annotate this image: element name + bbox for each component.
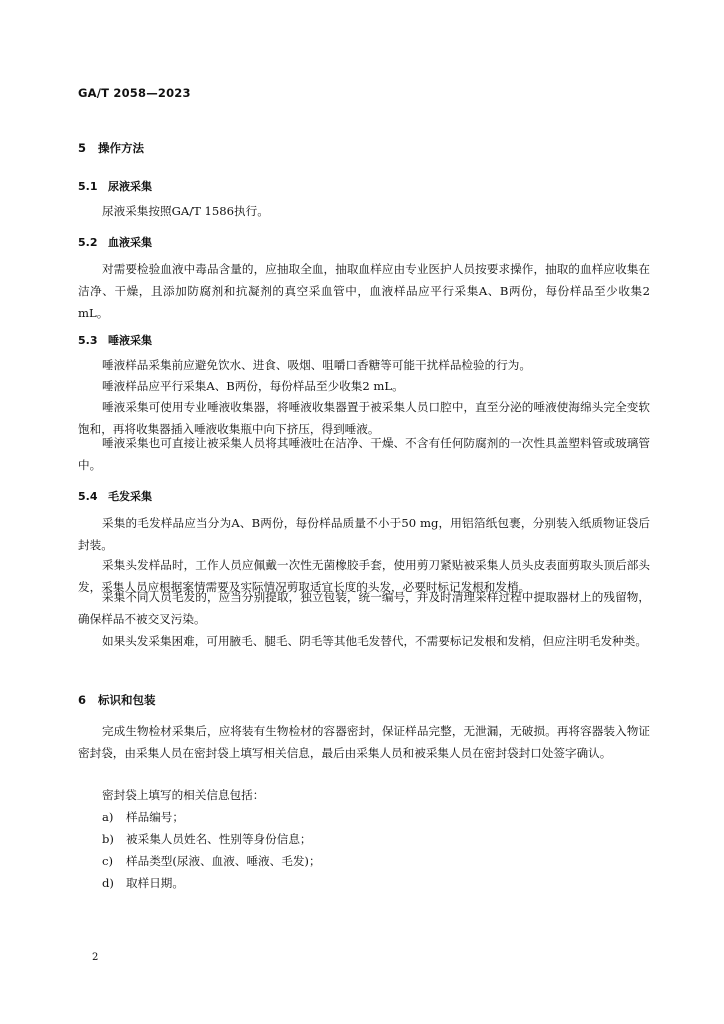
list-item: [102, 828, 312, 850]
list-marker: c): [102, 854, 114, 868]
list-item: [102, 872, 184, 894]
list-text: 取样日期。: [126, 876, 184, 890]
paragraph: 唾液采集可使用专业唾液收集器，将唾液收集器置于被采集人员口腔中，直至分泌的唾液使海绵头完全变软饱和，再将收集器插入唾液收集瓶中向下挤压，得到唾液。: [78, 400, 650, 436]
subsection-number: 5.2: [78, 236, 98, 249]
paragraph: 密封袋上填写的相关信息包括：: [102, 788, 265, 802]
section-heading-6: [78, 692, 156, 708]
subsection-heading-5-4: [78, 488, 152, 504]
list-text: 样品编号；: [126, 810, 184, 824]
section-title: 标识和包装: [98, 693, 156, 707]
subsection-heading-5-2: [78, 234, 152, 250]
paragraph: 如果头发采集困难，可用腋毛、腿毛、阴毛等其他毛发替代，不需要标记发根和发梢，但应注明毛发种类。: [102, 634, 647, 648]
subsection-title: 毛发采集: [108, 490, 152, 503]
subsection-heading-5-1: [78, 178, 152, 194]
list-item: [102, 850, 321, 872]
paragraph: 完成生物检材采集后，应将装有生物检材的容器密封，保证样品完整，无泄漏，无破损。再将容器装入物证密封袋，由采集人员在密封袋上填写相关信息，最后由采集人员和被采集人员在密封袋封口处签字确认。: [78, 724, 650, 760]
paragraph: 采集头发样品时，工作人员应佩戴一次性无菌橡胶手套，使用剪刀紧贴被采集人员头皮表面剪取头顶后部头发，采集人员应根据案情需要及实际情况剪取适宜长度的头发，必要时标记发根和发梢。: [78, 558, 650, 594]
paragraph: 唾液样品应平行采集A、B两份，每份样品至少收集2 mL。: [102, 379, 404, 393]
list-item: [102, 806, 184, 828]
paragraph: 尿液采集按照GA/T 1586执行。: [102, 204, 269, 218]
standard-code: GA/T 2058—2023: [78, 86, 191, 100]
subsection-number: 5.1: [78, 180, 98, 193]
paragraph: 对需要检验血液中毒品含量的，应抽取全血，抽取血样应由专业医护人员按要求操作，抽取的血样应收集在洁净、干燥，且添加防腐剂和抗凝剂的真空采血管中，血液样品应平行采集A、B两份，每份样品至少收集2 mL。: [78, 262, 650, 320]
paragraph: 采集不同人员毛发的，应当分别提取，独立包装，统一编号，并及时清理采样过程中提取器材上的残留物，确保样品不被交叉污染。: [78, 590, 650, 626]
subsection-number: 5.3: [78, 334, 98, 347]
section-number: 5: [78, 141, 87, 155]
paragraph: 唾液采集也可直接让被采集人员将其唾液吐在洁净、干燥、不含有任何防腐剂的一次性具盖塑料管或玻璃管中。: [78, 436, 650, 472]
list-marker: d): [102, 876, 114, 890]
section-title: 操作方法: [98, 141, 144, 155]
section-number: 6: [78, 693, 87, 707]
subsection-title: 血液采集: [108, 236, 152, 249]
subsection-title: 尿液采集: [108, 180, 152, 193]
paragraph: 采集的毛发样品应当分为A、B两份，每份样品质量不小于50 mg，用铝箔纸包裹，分别装入纸质物证袋后封装。: [78, 516, 650, 552]
list-text: 被采集人员姓名、性别等身份信息；: [126, 832, 312, 846]
section-heading-5: [78, 140, 144, 156]
paragraph: 唾液样品采集前应避免饮水、进食、吸烟、咀嚼口香糖等可能干扰样品检验的行为。: [102, 358, 531, 372]
page-number: 2: [92, 952, 99, 963]
subsection-heading-5-3: [78, 332, 152, 348]
list-marker: a): [102, 810, 114, 824]
subsection-title: 唾液采集: [108, 334, 152, 347]
subsection-number: 5.4: [78, 490, 98, 503]
list-text: 样品类型(尿液、血液、唾液、毛发)；: [126, 854, 321, 868]
list-marker: b): [102, 832, 114, 846]
